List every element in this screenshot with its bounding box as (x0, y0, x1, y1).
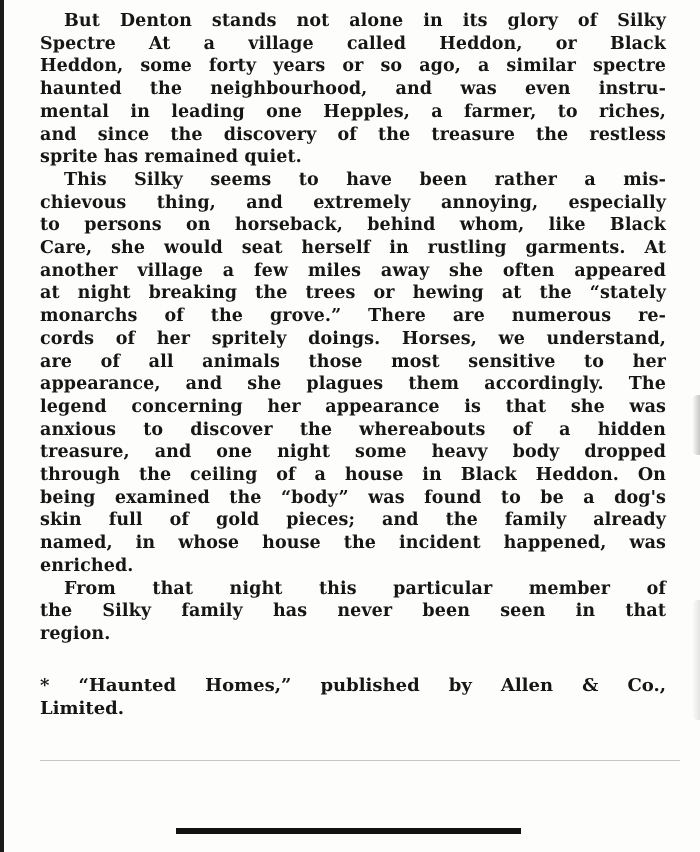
text-line: Spectre At a village called Heddon, or Black (40, 33, 666, 54)
text-line: at night breaking the trees or hewing at the “stately (40, 283, 666, 304)
text-line: skin full of gold pieces; and the family already (40, 510, 666, 531)
text-line: named, in whose house the incident happened, was (40, 533, 666, 554)
text-line: and since the discovery of the treasure the restless (40, 124, 666, 145)
text-line: mental in leading one Hepples, a farmer, to riches, (40, 101, 666, 122)
text-line: This Silky seems to have been rather a mis- (64, 169, 666, 190)
text-line: to persons on horseback, behind whom, like Black (40, 215, 666, 236)
ink-bleed-mark (692, 600, 700, 720)
text-line: region. (40, 623, 111, 644)
text-line: through the ceiling of a house in Black Heddon. On (40, 465, 666, 486)
text-line: sprite has remained quiet. (40, 147, 302, 168)
ink-bleed-mark (692, 395, 700, 455)
footnote (40, 674, 666, 720)
text-line: But Denton stands not alone in its glory of Silky (64, 11, 666, 31)
paragraph-conclusion (40, 578, 666, 646)
text-line: Heddon, some forty years or so ago, a similar spectre (40, 56, 666, 77)
footnote-line: * “Haunted Homes,” published by Allen & Co., (40, 674, 666, 696)
column-rule (0, 0, 4, 852)
text-line: chievous thing, and extremely annoying, especially (40, 192, 666, 213)
text-line: treasure, and one night some heavy body dropped (40, 442, 666, 463)
text-line: monarchs of the grove.” There are numerous re- (40, 306, 666, 327)
article-column (40, 10, 666, 720)
text-line: appearance, and she plagues them accordingly. The (40, 374, 666, 395)
text-line: enriched. (40, 555, 134, 576)
text-line: are of all animals those most sensitive to her (40, 351, 666, 372)
text-line: Care, she would seat herself in rustling garments. At (40, 238, 666, 259)
text-line: haunted the neighbourhood, and was even instru- (40, 79, 666, 100)
text-line: anxious to discover the whereabouts of a hidden (40, 419, 666, 440)
closing-rule (176, 828, 521, 834)
footnote-line: Limited. (40, 697, 124, 719)
paragraph-silky (40, 169, 666, 578)
paragraph-denton (40, 10, 666, 169)
text-line: From that night this particular member of (64, 578, 666, 599)
text-line: legend concerning her appearance is that she was (40, 396, 666, 417)
section-divider (40, 760, 680, 761)
text-line: another village a few miles away she often appeared (40, 260, 666, 281)
text-line: being examined the “body” was found to be a dog's (40, 487, 666, 508)
text-line: cords of her spritely doings. Horses, we understand, (40, 328, 666, 349)
text-line: the Silky family has never been seen in that (40, 601, 666, 622)
